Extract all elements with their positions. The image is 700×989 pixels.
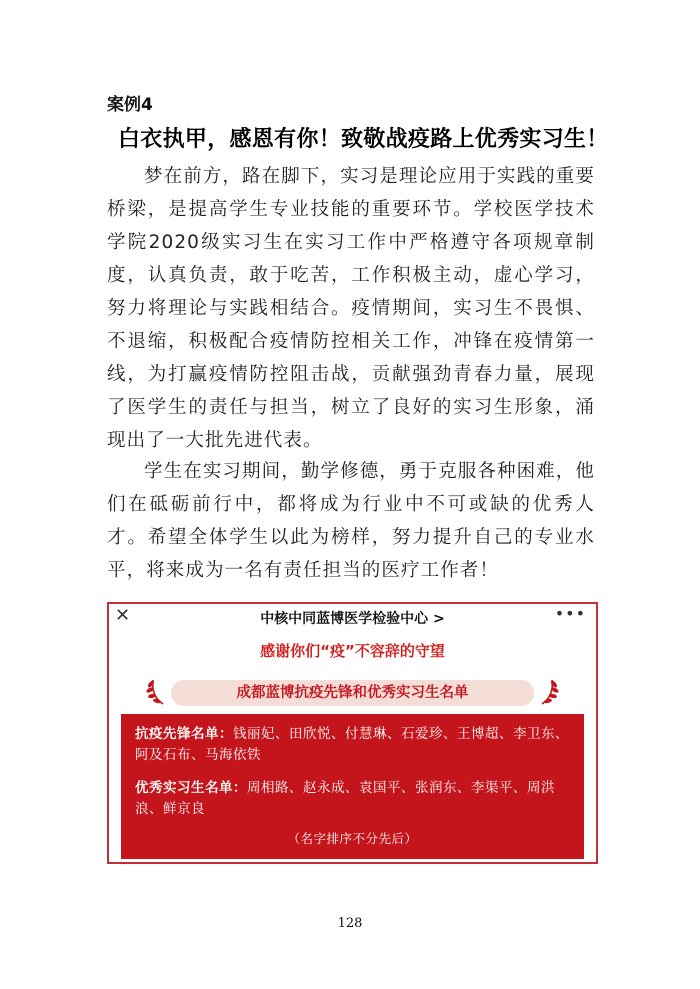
embedded-screenshot [107,602,598,864]
more-icon[interactable]: ••• [554,604,586,623]
laurel-right-icon [538,676,560,706]
laurel-left-icon [145,676,167,706]
page-number: 128 [337,916,363,931]
interns-names: 周相路、赵永成、袁国平、张润东、李渠平、周洪浪、鲜京良 [135,780,555,817]
screenshot-title[interactable]: 中核中同蓝博医学检验中心 > [260,611,445,627]
close-icon[interactable]: ✕ [115,605,131,626]
interns-list [135,778,570,820]
thanks-heading: 感谢你们“疫”不容辞的守望 [260,642,445,660]
case-label: 案例4 [107,95,153,115]
pioneers-list [135,724,570,766]
ribbon-banner: 成都蓝博抗疫先锋和优秀实习生名单 [171,680,534,706]
article-title: 白衣执甲，感恩有你！致敬战疫路上优秀实习生！ [118,126,609,152]
pioneers-names: 钱丽妃、田欣悦、付慧琳、石爱珍、王博超、李卫东、阿及石布、马海依铁 [135,726,569,763]
honor-list-box [121,714,584,859]
pioneers-label: 抗疫先锋名单： [135,726,233,742]
ribbon-row [109,674,596,710]
screenshot-topbar [109,604,596,630]
paragraph-closing: 学生在实习期间，勤学修德，勇于克服各种困难，他们在砥砺前行中，都将成为行业中不可或缺的优秀人才。希望全体学生以此为榜样，努力提升自己的专业水平，将来成为一名有责任担当的医疗工作者！ [107,461,595,581]
interns-label: 优秀实习生名单： [135,780,247,796]
order-note: （名字排序不分先后） [287,831,418,846]
paragraph-intro: 梦在前方，路在脚下，实习是理论应用于实践的重要桥梁，是提高学生专业技能的重要环节。学校医学技术学院2020级实习生在实习工作中严格遵守各项规章制度，认真负责，敢于吃苦，工作积极主动，虚心学习，努力将理论与实践相结合。疫情期间，实习生不畏惧、不退缩，积极配合疫情防控相关工作，冲锋在疫情第一线，为打赢疫情防控阻击战，贡献强劲青春力量，展现了医学生的责任与担当，树立了良好的实习生形象，涌现出了一大批先进代表。 [107,166,595,451]
